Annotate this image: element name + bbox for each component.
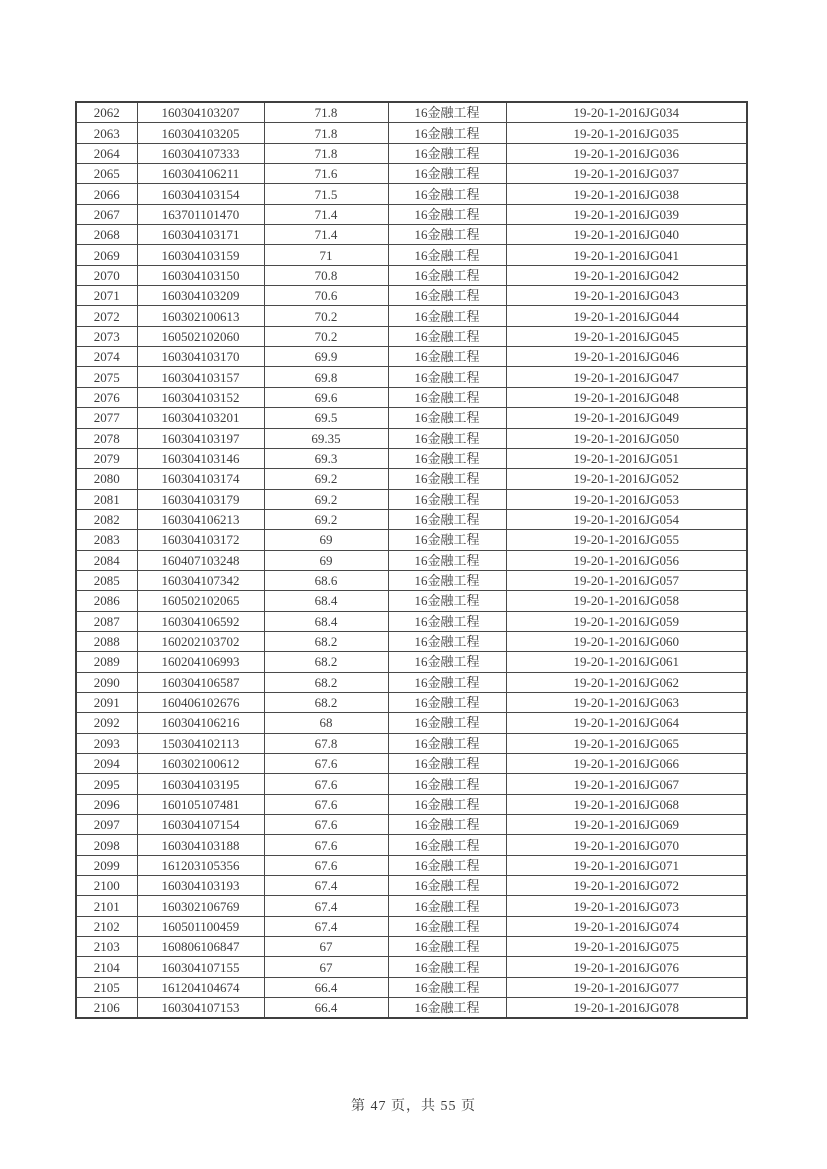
cell-serial-number: 2102 (76, 916, 137, 936)
cell-certificate-number: 19-20-1-2016JG065 (506, 733, 747, 753)
cell-major: 16金融工程 (388, 306, 506, 326)
table-row (76, 387, 747, 407)
cell-serial-number: 2083 (76, 530, 137, 550)
cell-serial-number: 2075 (76, 367, 137, 387)
table-row (76, 123, 747, 143)
cell-major: 16金融工程 (388, 265, 506, 285)
cell-major: 16金融工程 (388, 204, 506, 224)
cell-score: 67.6 (264, 835, 388, 855)
cell-certificate-number: 19-20-1-2016JG074 (506, 916, 747, 936)
cell-score: 69.9 (264, 347, 388, 367)
cell-serial-number: 2105 (76, 977, 137, 997)
cell-serial-number: 2080 (76, 469, 137, 489)
cell-score: 69.3 (264, 448, 388, 468)
cell-score: 69.8 (264, 367, 388, 387)
cell-major: 16金融工程 (388, 164, 506, 184)
cell-score: 68 (264, 713, 388, 733)
cell-major: 16金融工程 (388, 611, 506, 631)
cell-certificate-number: 19-20-1-2016JG066 (506, 754, 747, 774)
cell-certificate-number: 19-20-1-2016JG043 (506, 286, 747, 306)
cell-serial-number: 2085 (76, 570, 137, 590)
cell-student-id: 160304103193 (137, 876, 264, 896)
cell-student-id: 160304107154 (137, 815, 264, 835)
cell-major: 16金融工程 (388, 448, 506, 468)
cell-student-id: 160304103171 (137, 225, 264, 245)
cell-certificate-number: 19-20-1-2016JG046 (506, 347, 747, 367)
cell-serial-number: 2067 (76, 204, 137, 224)
cell-score: 69 (264, 530, 388, 550)
table-row (76, 570, 747, 590)
cell-certificate-number: 19-20-1-2016JG048 (506, 387, 747, 407)
cell-student-id: 160501100459 (137, 916, 264, 936)
cell-score: 69.2 (264, 469, 388, 489)
cell-student-id: 160304103157 (137, 367, 264, 387)
cell-major: 16金融工程 (388, 733, 506, 753)
cell-score: 71.8 (264, 143, 388, 163)
cell-major: 16金融工程 (388, 326, 506, 346)
cell-certificate-number: 19-20-1-2016JG073 (506, 896, 747, 916)
cell-score: 67 (264, 957, 388, 977)
cell-serial-number: 2062 (76, 102, 137, 123)
table-row (76, 489, 747, 509)
table-row (76, 815, 747, 835)
cell-serial-number: 2081 (76, 489, 137, 509)
cell-certificate-number: 19-20-1-2016JG076 (506, 957, 747, 977)
cell-score: 68.6 (264, 570, 388, 590)
cell-score: 67.4 (264, 896, 388, 916)
cell-serial-number: 2084 (76, 550, 137, 570)
cell-serial-number: 2093 (76, 733, 137, 753)
cell-serial-number: 2071 (76, 286, 137, 306)
cell-student-id: 160304103159 (137, 245, 264, 265)
cell-score: 71.5 (264, 184, 388, 204)
page-footer: 第 47 页，共 55 页 (351, 1099, 476, 1114)
cell-student-id: 160304103174 (137, 469, 264, 489)
cell-student-id: 160304103154 (137, 184, 264, 204)
cell-score: 67.4 (264, 876, 388, 896)
cell-student-id: 160304106213 (137, 509, 264, 529)
cell-certificate-number: 19-20-1-2016JG064 (506, 713, 747, 733)
cell-certificate-number: 19-20-1-2016JG047 (506, 367, 747, 387)
cell-serial-number: 2072 (76, 306, 137, 326)
table-row (76, 448, 747, 468)
cell-certificate-number: 19-20-1-2016JG062 (506, 672, 747, 692)
table-row (76, 916, 747, 936)
cell-serial-number: 2106 (76, 998, 137, 1019)
table-row (76, 692, 747, 712)
cell-serial-number: 2066 (76, 184, 137, 204)
cell-major: 16金融工程 (388, 570, 506, 590)
cell-student-id: 160304103179 (137, 489, 264, 509)
cell-student-id: 161204104674 (137, 977, 264, 997)
table-row (76, 225, 747, 245)
cell-major: 16金融工程 (388, 387, 506, 407)
cell-score: 67.6 (264, 754, 388, 774)
cell-student-id: 160302100613 (137, 306, 264, 326)
cell-certificate-number: 19-20-1-2016JG063 (506, 692, 747, 712)
table-row (76, 957, 747, 977)
table-row (76, 143, 747, 163)
cell-serial-number: 2063 (76, 123, 137, 143)
cell-serial-number: 2088 (76, 631, 137, 651)
cell-certificate-number: 19-20-1-2016JG077 (506, 977, 747, 997)
cell-student-id: 160806106847 (137, 937, 264, 957)
cell-major: 16金融工程 (388, 591, 506, 611)
cell-serial-number: 2073 (76, 326, 137, 346)
cell-major: 16金融工程 (388, 184, 506, 204)
cell-student-id: 160304103152 (137, 387, 264, 407)
cell-major: 16金融工程 (388, 876, 506, 896)
cell-certificate-number: 19-20-1-2016JG045 (506, 326, 747, 346)
cell-score: 68.4 (264, 591, 388, 611)
table-row (76, 428, 747, 448)
cell-score: 69.2 (264, 509, 388, 529)
table-row (76, 754, 747, 774)
cell-score: 67.6 (264, 815, 388, 835)
table-row (76, 998, 747, 1019)
cell-score: 68.4 (264, 611, 388, 631)
table-row (76, 204, 747, 224)
cell-certificate-number: 19-20-1-2016JG071 (506, 855, 747, 875)
cell-major: 16金融工程 (388, 835, 506, 855)
cell-score: 71.8 (264, 123, 388, 143)
cell-student-id: 160304103188 (137, 835, 264, 855)
table-row (76, 550, 747, 570)
cell-score: 71 (264, 245, 388, 265)
cell-certificate-number: 19-20-1-2016JG039 (506, 204, 747, 224)
cell-major: 16金融工程 (388, 916, 506, 936)
table-row (76, 835, 747, 855)
cell-score: 68.2 (264, 692, 388, 712)
cell-major: 16金融工程 (388, 937, 506, 957)
table-row (76, 631, 747, 651)
table-row (76, 509, 747, 529)
cell-student-id: 160304106216 (137, 713, 264, 733)
table-row (76, 367, 747, 387)
cell-student-id: 160304103150 (137, 265, 264, 285)
table-row (76, 408, 747, 428)
cell-student-id: 160202103702 (137, 631, 264, 651)
cell-certificate-number: 19-20-1-2016JG054 (506, 509, 747, 529)
cell-certificate-number: 19-20-1-2016JG060 (506, 631, 747, 651)
table-row (76, 265, 747, 285)
table-row (76, 102, 747, 123)
cell-major: 16金融工程 (388, 672, 506, 692)
cell-major: 16金融工程 (388, 550, 506, 570)
cell-serial-number: 2091 (76, 692, 137, 712)
cell-score: 69 (264, 550, 388, 570)
cell-student-id: 160407103248 (137, 550, 264, 570)
cell-score: 69.6 (264, 387, 388, 407)
cell-major: 16金融工程 (388, 367, 506, 387)
cell-certificate-number: 19-20-1-2016JG069 (506, 815, 747, 835)
cell-score: 70.2 (264, 306, 388, 326)
cell-score: 71.4 (264, 204, 388, 224)
cell-student-id: 160304103201 (137, 408, 264, 428)
cell-score: 67.6 (264, 794, 388, 814)
cell-score: 68.2 (264, 652, 388, 672)
cell-score: 67.6 (264, 855, 388, 875)
cell-score: 67.8 (264, 733, 388, 753)
cell-score: 68.2 (264, 672, 388, 692)
cell-serial-number: 2070 (76, 265, 137, 285)
cell-serial-number: 2100 (76, 876, 137, 896)
cell-serial-number: 2101 (76, 896, 137, 916)
cell-major: 16金融工程 (388, 347, 506, 367)
cell-certificate-number: 19-20-1-2016JG051 (506, 448, 747, 468)
cell-score: 70.2 (264, 326, 388, 346)
cell-major: 16金融工程 (388, 489, 506, 509)
table-row (76, 774, 747, 794)
cell-major: 16金融工程 (388, 102, 506, 123)
cell-major: 16金融工程 (388, 631, 506, 651)
cell-certificate-number: 19-20-1-2016JG070 (506, 835, 747, 855)
cell-serial-number: 2079 (76, 448, 137, 468)
cell-serial-number: 2077 (76, 408, 137, 428)
score-table-body (76, 102, 747, 1018)
cell-score: 69.5 (264, 408, 388, 428)
cell-certificate-number: 19-20-1-2016JG050 (506, 428, 747, 448)
cell-score: 67 (264, 937, 388, 957)
cell-score: 67.6 (264, 774, 388, 794)
cell-serial-number: 2068 (76, 225, 137, 245)
cell-student-id: 160502102065 (137, 591, 264, 611)
cell-student-id: 160304103146 (137, 448, 264, 468)
cell-serial-number: 2089 (76, 652, 137, 672)
cell-serial-number: 2090 (76, 672, 137, 692)
cell-certificate-number: 19-20-1-2016JG052 (506, 469, 747, 489)
cell-student-id: 163701101470 (137, 204, 264, 224)
cell-score: 66.4 (264, 998, 388, 1019)
cell-student-id: 160304103205 (137, 123, 264, 143)
cell-certificate-number: 19-20-1-2016JG038 (506, 184, 747, 204)
cell-score: 69.2 (264, 489, 388, 509)
cell-certificate-number: 19-20-1-2016JG035 (506, 123, 747, 143)
cell-serial-number: 2098 (76, 835, 137, 855)
cell-major: 16金融工程 (388, 977, 506, 997)
cell-major: 16金融工程 (388, 713, 506, 733)
cell-major: 16金融工程 (388, 123, 506, 143)
cell-certificate-number: 19-20-1-2016JG041 (506, 245, 747, 265)
cell-student-id: 160304103195 (137, 774, 264, 794)
cell-serial-number: 2082 (76, 509, 137, 529)
table-row (76, 530, 747, 550)
table-row (76, 164, 747, 184)
cell-student-id: 160304106592 (137, 611, 264, 631)
cell-serial-number: 2094 (76, 754, 137, 774)
cell-certificate-number: 19-20-1-2016JG049 (506, 408, 747, 428)
cell-major: 16金融工程 (388, 469, 506, 489)
cell-score: 70.8 (264, 265, 388, 285)
table-row (76, 326, 747, 346)
cell-major: 16金融工程 (388, 286, 506, 306)
table-row (76, 591, 747, 611)
table-row (76, 794, 747, 814)
cell-certificate-number: 19-20-1-2016JG034 (506, 102, 747, 123)
cell-major: 16金融工程 (388, 225, 506, 245)
cell-student-id: 160105107481 (137, 794, 264, 814)
cell-certificate-number: 19-20-1-2016JG067 (506, 774, 747, 794)
cell-student-id: 160304103172 (137, 530, 264, 550)
cell-serial-number: 2087 (76, 611, 137, 631)
table-row (76, 652, 747, 672)
cell-student-id: 160304107342 (137, 570, 264, 590)
table-row (76, 896, 747, 916)
cell-major: 16金融工程 (388, 408, 506, 428)
cell-student-id: 160204106993 (137, 652, 264, 672)
table-row (76, 184, 747, 204)
cell-certificate-number: 19-20-1-2016JG036 (506, 143, 747, 163)
cell-student-id: 160304107153 (137, 998, 264, 1019)
cell-major: 16金融工程 (388, 957, 506, 977)
cell-serial-number: 2103 (76, 937, 137, 957)
table-row (76, 977, 747, 997)
cell-serial-number: 2096 (76, 794, 137, 814)
cell-score: 71.4 (264, 225, 388, 245)
table-row (76, 611, 747, 631)
cell-score: 70.6 (264, 286, 388, 306)
cell-score: 66.4 (264, 977, 388, 997)
cell-score: 69.35 (264, 428, 388, 448)
cell-student-id: 160304106211 (137, 164, 264, 184)
cell-major: 16金融工程 (388, 143, 506, 163)
cell-certificate-number: 19-20-1-2016JG068 (506, 794, 747, 814)
cell-score: 68.2 (264, 631, 388, 651)
cell-certificate-number: 19-20-1-2016JG055 (506, 530, 747, 550)
cell-student-id: 150304102113 (137, 733, 264, 753)
table-row (76, 286, 747, 306)
cell-serial-number: 2074 (76, 347, 137, 367)
cell-score: 71.8 (264, 102, 388, 123)
cell-student-id: 160304107333 (137, 143, 264, 163)
cell-serial-number: 2099 (76, 855, 137, 875)
cell-serial-number: 2104 (76, 957, 137, 977)
table-row (76, 713, 747, 733)
cell-certificate-number: 19-20-1-2016JG053 (506, 489, 747, 509)
cell-certificate-number: 19-20-1-2016JG075 (506, 937, 747, 957)
cell-serial-number: 2064 (76, 143, 137, 163)
cell-serial-number: 2078 (76, 428, 137, 448)
cell-major: 16金融工程 (388, 754, 506, 774)
cell-certificate-number: 19-20-1-2016JG056 (506, 550, 747, 570)
table-row (76, 347, 747, 367)
cell-certificate-number: 19-20-1-2016JG057 (506, 570, 747, 590)
cell-major: 16金融工程 (388, 896, 506, 916)
table-row (76, 937, 747, 957)
cell-student-id: 160304103197 (137, 428, 264, 448)
cell-student-id: 160304103209 (137, 286, 264, 306)
cell-certificate-number: 19-20-1-2016JG078 (506, 998, 747, 1019)
cell-serial-number: 2076 (76, 387, 137, 407)
cell-student-id: 160502102060 (137, 326, 264, 346)
cell-certificate-number: 19-20-1-2016JG037 (506, 164, 747, 184)
table-row (76, 876, 747, 896)
cell-student-id: 160302100612 (137, 754, 264, 774)
cell-serial-number: 2097 (76, 815, 137, 835)
cell-student-id: 160304103170 (137, 347, 264, 367)
cell-certificate-number: 19-20-1-2016JG044 (506, 306, 747, 326)
score-table (75, 101, 748, 1019)
cell-score: 71.6 (264, 164, 388, 184)
table-row (76, 469, 747, 489)
cell-major: 16金融工程 (388, 815, 506, 835)
cell-student-id: 160304103207 (137, 102, 264, 123)
cell-student-id: 160302106769 (137, 896, 264, 916)
cell-major: 16金融工程 (388, 998, 506, 1019)
table-row (76, 855, 747, 875)
cell-major: 16金融工程 (388, 652, 506, 672)
cell-student-id: 160304106587 (137, 672, 264, 692)
cell-certificate-number: 19-20-1-2016JG059 (506, 611, 747, 631)
cell-major: 16金融工程 (388, 509, 506, 529)
cell-major: 16金融工程 (388, 428, 506, 448)
cell-major: 16金融工程 (388, 774, 506, 794)
cell-student-id: 160406102676 (137, 692, 264, 712)
table-row (76, 672, 747, 692)
cell-student-id: 160304107155 (137, 957, 264, 977)
cell-serial-number: 2092 (76, 713, 137, 733)
cell-serial-number: 2086 (76, 591, 137, 611)
table-row (76, 306, 747, 326)
cell-major: 16金融工程 (388, 692, 506, 712)
cell-major: 16金融工程 (388, 855, 506, 875)
cell-student-id: 161203105356 (137, 855, 264, 875)
cell-certificate-number: 19-20-1-2016JG042 (506, 265, 747, 285)
table-row (76, 245, 747, 265)
cell-certificate-number: 19-20-1-2016JG040 (506, 225, 747, 245)
cell-serial-number: 2069 (76, 245, 137, 265)
cell-major: 16金融工程 (388, 530, 506, 550)
table-row (76, 733, 747, 753)
cell-certificate-number: 19-20-1-2016JG061 (506, 652, 747, 672)
cell-serial-number: 2095 (76, 774, 137, 794)
cell-certificate-number: 19-20-1-2016JG072 (506, 876, 747, 896)
cell-score: 67.4 (264, 916, 388, 936)
cell-major: 16金融工程 (388, 245, 506, 265)
cell-serial-number: 2065 (76, 164, 137, 184)
cell-major: 16金融工程 (388, 794, 506, 814)
cell-certificate-number: 19-20-1-2016JG058 (506, 591, 747, 611)
